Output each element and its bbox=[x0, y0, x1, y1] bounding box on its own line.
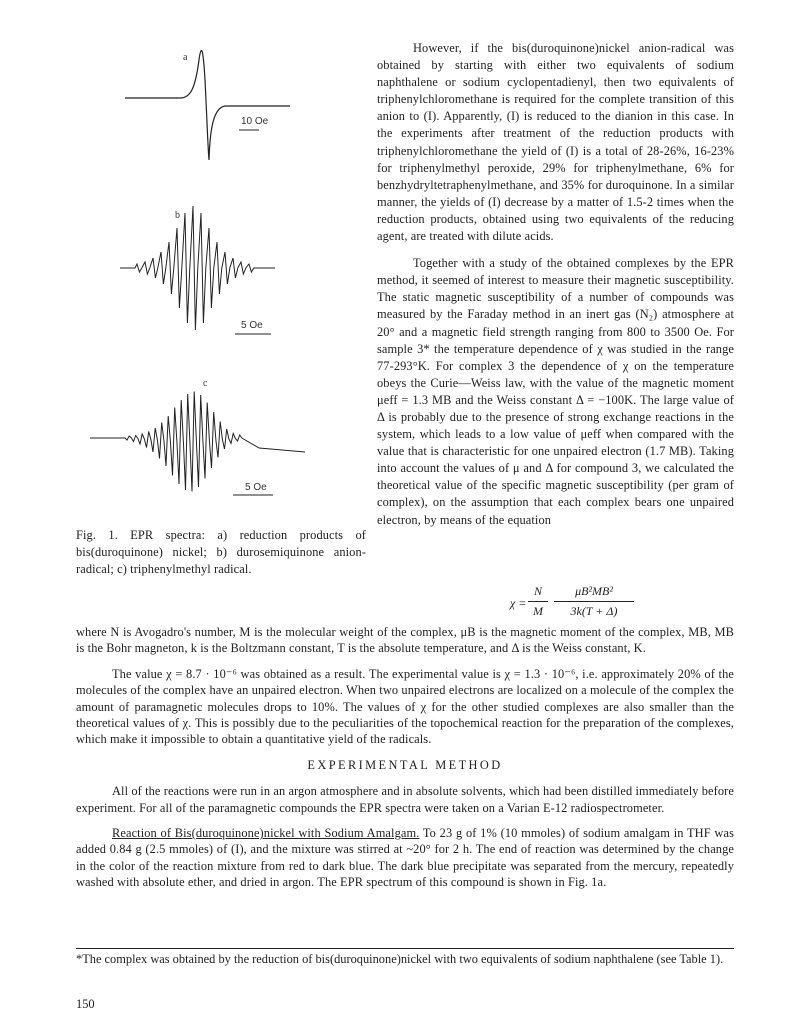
epr-spectra-figure bbox=[75, 40, 335, 530]
equation-denominator-2: 3k(T + Δ) bbox=[570, 604, 618, 618]
figure-caption: Fig. 1. EPR spectra: a) reduction products of bis(duroquinone) nickel; b) durosemiquinone anion-radical; c) triphenylmethyl radical. bbox=[76, 528, 366, 576]
equation-fraction-1 bbox=[528, 584, 548, 619]
paragraph: where N is Avogadro's number, M is the molecular weight of the complex, μB is the magnetic moment of the complex, MB, MB is the Bohr magneton, k is the Boltzmann constant, T is the absolute temperature, and Δ is the Weiss constant, K. bbox=[76, 625, 734, 656]
scale-a-label: 10 Oe bbox=[241, 116, 269, 127]
paragraph: Together with a study of the obtained complexes by the EPR method, it seemed of interest to measure their magnetic susceptibility. The static magnetic susceptibility of a number of compounds was measured by the Faraday method in an inert gas (N₂) atmosphere at 20° and a magnetic field strength ranging from 800 to 3500 Oe. For sample 3* the temperature dependence of χ was studied in the range 77-293°K. For complex 3 the dependence of χ on the temperature obeys the Curie—Weiss law, with the value of the magnetic moment μeff = 1.3 MB and the Weiss constant Δ = −100K. The large value of Δ is probably due to the presence of strong exchange reactions in the system, which leads to a low value of μeff when compared with the value that is characteristic for one unpaired electron (1.7 MB). Taking into account the values of μ and Δ for compound 3, we calculated the theoretical value of the specific magnetic susceptibility (per gram of complex), on the assumption that each complex bears one unpaired electron, by means of the equation bbox=[377, 256, 734, 527]
scale-b-label: 5 Oe bbox=[241, 320, 263, 331]
paragraph-text: To 23 g of 1% (10 mmoles) of sodium amalgam in THF was added 0.84 g (2.5 mmoles) of (I), and the mixture was stirred at ~20° for 2 h. The end of reaction was determined by the change in the color of the reaction mixture from red to dark blue. The dark blue precipitate was separated from the mercury, repeatedly washed with absolute ether, and dried in argon. The EPR spectrum of this compound is shown in Fig. 1a. bbox=[76, 826, 734, 890]
paragraph: However, if the bis(duroquinone)nickel anion-radical was obtained by starting with either two equivalents of sodium naphthalene or sodium cyclopentadienyl, then two equivalents of triphenylchloromethane is required for the complete transition of this anion to (I). Apparently, (I) is reduced to the dianion in this case. In the experiments after treatment of the reduction products with triphenylchloromethane the yield of (I) is a total of 28-26%, 16-23% for triphenylmethyl peroxide, 29% for triphenylmethane, 6% for benzhydryltetraphenylmethane, and 35% for duroquinone. In a similar manner, the yields of (I) decrease by a matter of 1.5-2 times when the reduction products, obtained using two equivalents of the reducing agent, are treated with dilute acids. bbox=[377, 41, 734, 244]
page-number: 150 bbox=[76, 997, 95, 1011]
label-c: c bbox=[203, 378, 208, 389]
spectrum-c-trace bbox=[90, 392, 305, 492]
spectrum-a-trace bbox=[125, 50, 290, 160]
equation-numerator-1: N bbox=[533, 584, 542, 598]
footnote: *The complex was obtained by the reduction of bis(duroquinone)nickel with two equivalents of sodium naphthalene (see Table 1). bbox=[76, 948, 734, 967]
right-column bbox=[377, 40, 734, 539]
label-b: b bbox=[175, 210, 180, 221]
paragraph: All of the reactions were run in an argon atmosphere and in absolute solvents, which had been distilled immediately before experiment. For all of the paramagnetic compounds the EPR spectra were taken on a Varian E-12 radiospectrometer. bbox=[76, 784, 734, 815]
subsection-heading: Reaction of Bis(duroquinone)nickel with Sodium Amalgam. bbox=[112, 826, 420, 841]
full-width-text bbox=[76, 624, 734, 900]
equation-lhs: χ = bbox=[510, 596, 527, 610]
spectrum-b-trace bbox=[120, 206, 275, 330]
scale-c-label: 5 Oe bbox=[245, 482, 267, 493]
paragraph: The value χ = 8.7 · 10⁻⁶ was obtained as a result. The experimental value is χ = 1.3 · 10⁻⁶, i.e. approximately 20% of the molecules of the complex have an unpaired electron. When two unpaired electrons are localized on a molecule of the complex the amount of paramagnetic molecules drops to 10%. The values of χ for the other studied complexes are also smaller than the theoretical values of χ. This is possibly due to the peculiarities of the topochemical reaction for the preparation of the complexes, which make it impossible to obtain a quantitative yield of the radicals. bbox=[76, 666, 734, 747]
equation-numerator-2: μB²MB² bbox=[575, 584, 613, 598]
section-heading: EXPERIMENTAL METHOD bbox=[307, 757, 503, 772]
paragraph bbox=[76, 825, 734, 891]
equation-denominator-1: M bbox=[533, 604, 543, 618]
equation-fraction-2 bbox=[554, 584, 634, 619]
epr-spectra-svg bbox=[75, 40, 335, 530]
label-a: a bbox=[183, 52, 188, 63]
susceptibility-equation bbox=[510, 584, 710, 624]
